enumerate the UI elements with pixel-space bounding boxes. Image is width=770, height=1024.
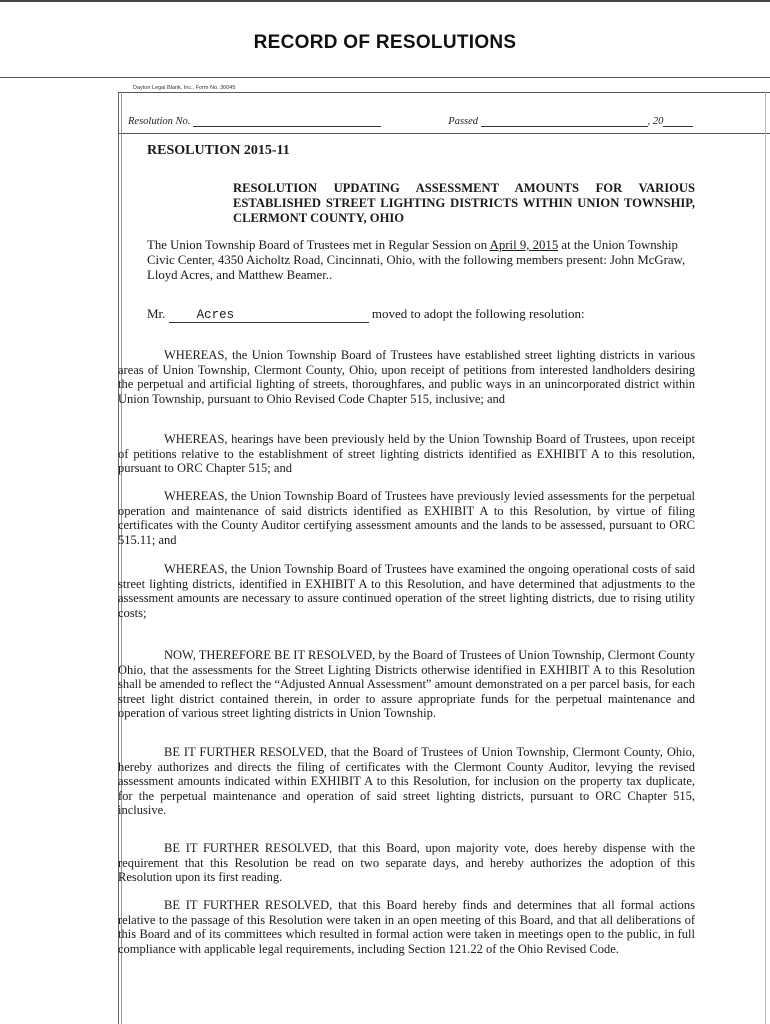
further-resolved-paragraph-2: BE IT FURTHER RESOLVED, that this Board, upon majority vote, does hereby dispense with the requirement that this Resolution be read on two separate days, and hereby authorizes the adoption of this Resolution upon its first reading.	[118, 841, 695, 885]
passed-label: Passed	[448, 116, 479, 127]
resolution-no-blank	[193, 115, 381, 127]
year-blank	[663, 115, 693, 127]
form-title: RECORD OF RESOLUTIONS	[253, 32, 517, 53]
header-rule-bottom	[118, 133, 770, 134]
whereas-paragraph-4: WHEREAS, the Union Township Board of Trustees have examined the ongoing operational costs of said street lighting districts, identified in EXHIBIT A to this Resolution, and have determined that adjustments to the assessment amounts are necessary to assure continued operation of the street lighting districts, due to rising utility costs;	[118, 562, 695, 620]
right-margin-rule	[765, 92, 766, 1024]
intro-before-date: The Union Township Board of Trustees met in Regular Session on	[147, 238, 490, 252]
resolution-no-label: Resolution No.	[128, 116, 191, 127]
moved-suffix: moved to adopt the following resolution:	[371, 306, 585, 321]
whereas-paragraph-1: WHEREAS, the Union Township Board of Trustees have established street lighting districts in various areas of Union Township, Clermont County, Ohio, upon receipt of petitions from interested landholders desiring the perpetual and artificial lighting of streets, thoroughfares, and public ways in an unincorporated district within Union Township, pursuant to Ohio Revised Code Chapter 515, inclusive; and	[118, 348, 695, 406]
passed-date-blank	[481, 115, 648, 127]
meeting-date: April 9, 2015	[489, 238, 559, 252]
resolution-header-line	[128, 115, 693, 127]
resolved-paragraph: NOW, THEREFORE BE IT RESOLVED, by the Board of Trustees of Union Township, Clermont County Ohio, that the assessments for the Street Lighting Districts otherwise identified in EXHIBIT A to this Resolution shall be amended to reflect the “Adjusted Annual Assessment” amount demonstrated on a per parcel basis, for each street light district contained therein, in order to assure appropriate funds for the perpetual maintenance and operation of various street lighting districts in Union Township.	[118, 648, 695, 721]
resolution-number: RESOLUTION 2015-11	[147, 143, 290, 158]
intro-after-date: at the Union Township Civic Center, 4350 Aicholtz Road, Cincinnati, Ohio, with the following members present: John McGraw, Lloyd Acres, and Matthew Beamer..	[147, 238, 686, 282]
year-prefix: , 20	[647, 116, 664, 127]
header-rule-top	[0, 77, 770, 78]
header-rule-mid	[118, 92, 770, 93]
moved-prefix: Mr.	[147, 306, 166, 321]
whereas-paragraph-3: WHEREAS, the Union Township Board of Trustees have previously levied assessments for the perpetual operation and maintenance of said districts identified as EXHIBIT A to this Resolution, by virtue of filing certificates with the County Auditor certifying assessment amounts and the lands to be assessed, pursuant to ORC 515.11; and	[118, 489, 695, 547]
whereas-paragraph-2: WHEREAS, hearings have been previously held by the Union Township Board of Trustees, upon receipt of petitions relative to the establishment of street lighting districts identified as EXHIBIT A to this resolution, pursuant to ORC Chapter 515; and	[118, 432, 695, 476]
mover-name: Acres	[169, 308, 369, 323]
further-resolved-paragraph-3: BE IT FURTHER RESOLVED, that this Board hereby finds and determines that all formal actions relative to the passage of this Resolution were taken in an open meeting of this Board, and that all deliberations of this Board and of its committees which resulted in formal action were taken in meetings open to the public, in full compliance with applicable legal requirements, including Section 121.22 of the Ohio Revised Code.	[118, 898, 695, 956]
form-number: Dayton Legal Blank, Inc., Form No. 30045	[133, 85, 236, 91]
meeting-intro	[147, 238, 693, 283]
resolution-title: RESOLUTION UPDATING ASSESSMENT AMOUNTS FOR VARIOUS ESTABLISHED STREET LIGHTING DISTRICTS WITHIN UNION TOWNSHIP, CLERMONT COUNTY, OHIO	[233, 181, 695, 225]
motion-line	[147, 306, 585, 323]
top-border	[0, 0, 770, 2]
further-resolved-paragraph-1: BE IT FURTHER RESOLVED, that the Board of Trustees of Union Township, Clermont County, Ohio, hereby authorizes and directs the filing of certificates with the Clermont County Auditor, levying the revised assessment amounts indicated within EXHIBIT A to this Resolution, for inclusion on the property tax duplicate, for the perpetual maintenance and operation of said street lighting districts, pursuant to ORC Chapter 515, inclusive.	[118, 745, 695, 818]
